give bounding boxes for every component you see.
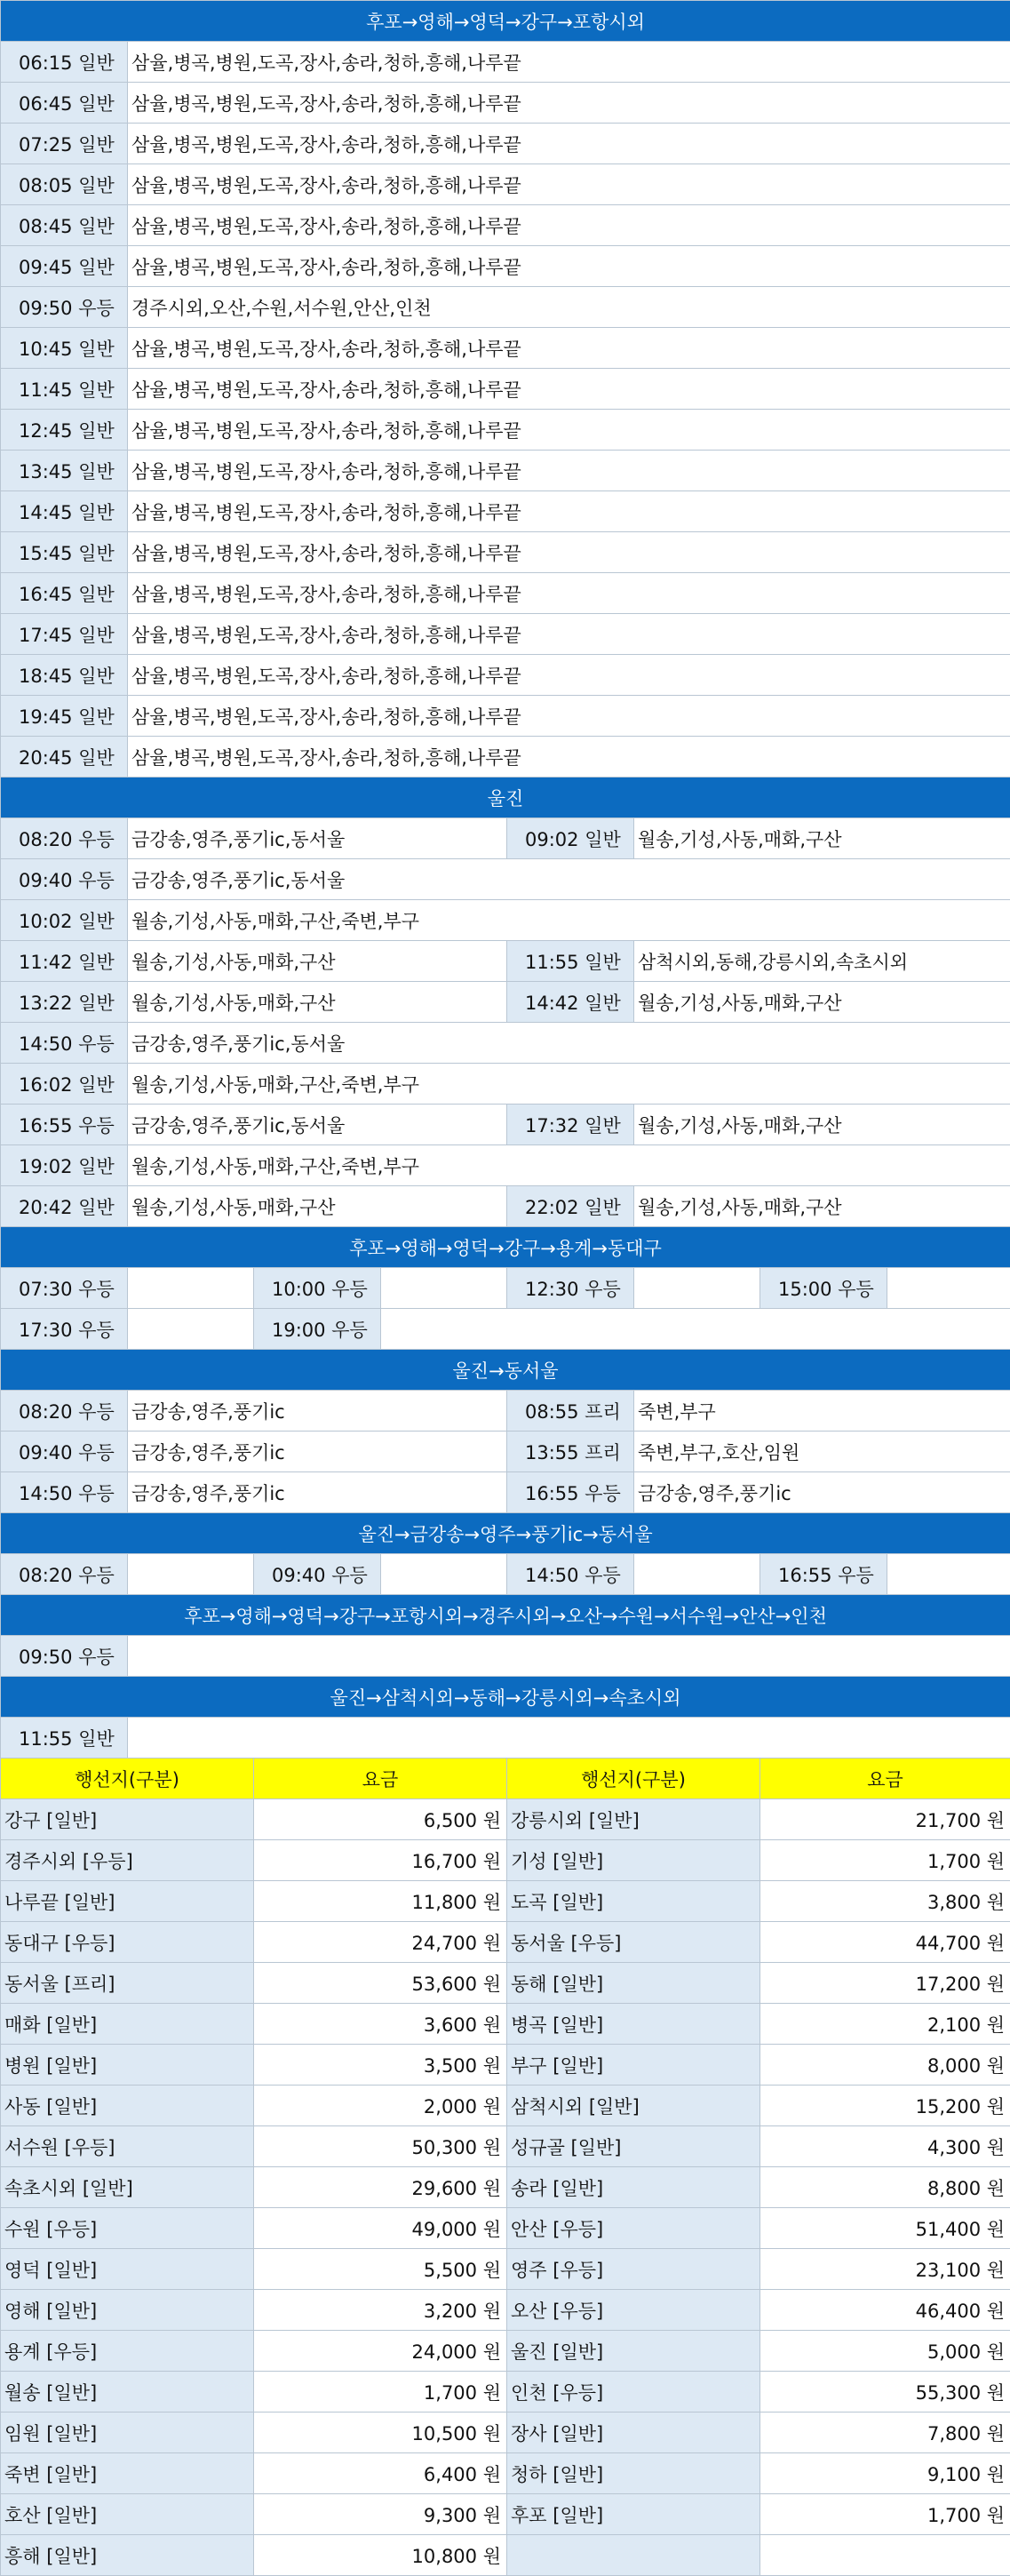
table-row — [1, 982, 1010, 1023]
stops-list: 월송,기성,사동,매화,구산,죽변,부구 — [128, 1145, 1010, 1186]
departure-time: 16:45 일반 — [1, 573, 128, 614]
table-row — [1, 287, 1010, 328]
departure-time: 14:42 일반 — [507, 982, 634, 1023]
fare-destination: 강구 [일반] — [1, 1799, 254, 1840]
table-row — [1, 1064, 1010, 1105]
fare-row — [1, 2249, 1010, 2290]
fare-destination: 영해 [일반] — [1, 2290, 254, 2331]
empty-cell — [128, 1636, 1010, 1677]
fare-row — [1, 2290, 1010, 2331]
section-title: 울진 — [1, 778, 1010, 818]
section-title: 울진→금강송→영주→풍기ic→동서울 — [1, 1513, 1010, 1554]
fare-row — [1, 2535, 1010, 2576]
stops-list: 삼율,병곡,병원,도곡,장사,송라,청하,흥해,나루끝 — [128, 369, 1010, 410]
departure-time: 13:22 일반 — [1, 982, 128, 1023]
fare-destination: 경주시외 [우등] — [1, 1840, 254, 1881]
departure-time: 09:02 일반 — [507, 818, 634, 859]
departure-time: 10:02 일반 — [1, 900, 128, 941]
fare-price: 9,100 원 — [760, 2453, 1010, 2494]
departure-time: 15:00 우등 — [760, 1268, 887, 1309]
empty-cell — [381, 1268, 507, 1309]
section-header-row — [1, 1677, 1010, 1718]
fare-price — [760, 2535, 1010, 2576]
fare-destination: 영덕 [일반] — [1, 2249, 254, 2290]
fare-destination: 동해 [일반] — [507, 1963, 760, 2004]
stops-list: 삼율,병곡,병원,도곡,장사,송라,청하,흥해,나루끝 — [128, 451, 1010, 491]
stops-list: 월송,기성,사동,매화,구산 — [634, 1105, 1010, 1145]
fare-price: 23,100 원 — [760, 2249, 1010, 2290]
fare-row — [1, 1840, 1010, 1881]
fare-destination: 인천 [우등] — [507, 2372, 760, 2413]
table-row — [1, 1309, 1010, 1350]
empty-cell — [381, 1554, 507, 1595]
fare-price: 24,000 원 — [254, 2331, 507, 2372]
departure-time: 14:45 일반 — [1, 491, 128, 532]
table-row — [1, 164, 1010, 205]
fare-destination: 기성 [일반] — [507, 1840, 760, 1881]
stops-list: 금강송,영주,풍기ic — [128, 1432, 507, 1472]
departure-time: 14:50 우등 — [1, 1023, 128, 1064]
fare-price: 15,200 원 — [760, 2086, 1010, 2126]
table-row — [1, 859, 1010, 900]
fare-price: 55,300 원 — [760, 2372, 1010, 2413]
departure-time: 08:55 프리 — [507, 1391, 634, 1432]
fare-price: 9,300 원 — [254, 2494, 507, 2535]
table-row — [1, 818, 1010, 859]
table-row — [1, 1718, 1010, 1759]
fare-destination: 성규골 [일반] — [507, 2126, 760, 2167]
fare-row — [1, 2045, 1010, 2086]
table-row — [1, 410, 1010, 451]
departure-time: 17:32 일반 — [507, 1105, 634, 1145]
fare-destination: 장사 [일반] — [507, 2413, 760, 2453]
fare-row — [1, 2167, 1010, 2208]
departure-time: 20:45 일반 — [1, 737, 128, 778]
fare-destination: 안산 [우등] — [507, 2208, 760, 2249]
section-header-row — [1, 1513, 1010, 1554]
fare-price: 4,300 원 — [760, 2126, 1010, 2167]
stops-list: 삼율,병곡,병원,도곡,장사,송라,청하,흥해,나루끝 — [128, 491, 1010, 532]
table-row — [1, 1023, 1010, 1064]
fare-destination: 월송 [일반] — [1, 2372, 254, 2413]
fare-destination: 호산 [일반] — [1, 2494, 254, 2535]
stops-list: 금강송,영주,풍기ic — [128, 1391, 507, 1432]
departure-time: 07:25 일반 — [1, 124, 128, 164]
section-header-row — [1, 1227, 1010, 1268]
stops-list: 삼율,병곡,병원,도곡,장사,송라,청하,흥해,나루끝 — [128, 328, 1010, 369]
empty-cell — [128, 1554, 254, 1595]
fare-destination: 죽변 [일반] — [1, 2453, 254, 2494]
table-row — [1, 124, 1010, 164]
stops-list: 삼율,병곡,병원,도곡,장사,송라,청하,흥해,나루끝 — [128, 573, 1010, 614]
stops-list: 월송,기성,사동,매화,구산 — [128, 1186, 507, 1227]
stops-list: 삼율,병곡,병원,도곡,장사,송라,청하,흥해,나루끝 — [128, 205, 1010, 246]
stops-list: 죽변,부구,호산,임원 — [634, 1432, 1010, 1472]
stops-list: 월송,기성,사동,매화,구산 — [128, 982, 507, 1023]
departure-time: 08:20 우등 — [1, 1554, 128, 1595]
empty-cell — [128, 1718, 1010, 1759]
fare-price: 17,200 원 — [760, 1963, 1010, 2004]
departure-time: 08:45 일반 — [1, 205, 128, 246]
fare-destination: 수원 [우등] — [1, 2208, 254, 2249]
table-row — [1, 696, 1010, 737]
table-row — [1, 1472, 1010, 1513]
fare-price: 10,500 원 — [254, 2413, 507, 2453]
fare-price: 1,700 원 — [254, 2372, 507, 2413]
stops-list: 월송,기성,사동,매화,구산 — [634, 1186, 1010, 1227]
fare-destination: 삼척시외 [일반] — [507, 2086, 760, 2126]
section-title: 후포→영해→영덕→강구→용계→동대구 — [1, 1227, 1010, 1268]
stops-list: 죽변,부구 — [634, 1391, 1010, 1432]
departure-time: 08:20 우등 — [1, 1391, 128, 1432]
table-row — [1, 573, 1010, 614]
departure-time: 12:30 우등 — [507, 1268, 634, 1309]
fare-destination: 흥해 [일반] — [1, 2535, 254, 2576]
table-row — [1, 369, 1010, 410]
fare-price: 46,400 원 — [760, 2290, 1010, 2331]
departure-time: 17:45 일반 — [1, 614, 128, 655]
table-row — [1, 737, 1010, 778]
empty-cell — [634, 1554, 760, 1595]
stops-list: 월송,기성,사동,매화,구산,죽변,부구 — [128, 900, 1010, 941]
departure-time: 14:50 우등 — [507, 1554, 634, 1595]
fare-row — [1, 2453, 1010, 2494]
fare-price: 3,200 원 — [254, 2290, 507, 2331]
fare-destination: 동서울 [프리] — [1, 1963, 254, 2004]
table-row — [1, 1186, 1010, 1227]
empty-cell — [128, 1309, 254, 1350]
fare-destination: 용계 [우등] — [1, 2331, 254, 2372]
departure-time: 13:55 프리 — [507, 1432, 634, 1472]
stops-list: 경주시외,오산,수원,서수원,안산,인천 — [128, 287, 1010, 328]
table-row — [1, 1432, 1010, 1472]
fare-destination: 영주 [우등] — [507, 2249, 760, 2290]
fare-destination: 청하 [일반] — [507, 2453, 760, 2494]
stops-list: 삼율,병곡,병원,도곡,장사,송라,청하,흥해,나루끝 — [128, 655, 1010, 696]
table-row — [1, 246, 1010, 287]
fare-destination: 도곡 [일반] — [507, 1881, 760, 1922]
table-row — [1, 1268, 1010, 1309]
empty-cell — [381, 1309, 1010, 1350]
fare-price: 50,300 원 — [254, 2126, 507, 2167]
fare-price: 1,700 원 — [760, 2494, 1010, 2535]
table-row — [1, 1636, 1010, 1677]
departure-time: 20:42 일반 — [1, 1186, 128, 1227]
stops-list: 금강송,영주,풍기ic,동서울 — [128, 818, 507, 859]
departure-time: 19:00 우등 — [254, 1309, 381, 1350]
fare-row — [1, 2413, 1010, 2453]
table-row — [1, 1554, 1010, 1595]
departure-time: 16:55 우등 — [760, 1554, 887, 1595]
fare-row — [1, 2331, 1010, 2372]
stops-list: 삼율,병곡,병원,도곡,장사,송라,청하,흥해,나루끝 — [128, 164, 1010, 205]
fare-price: 3,800 원 — [760, 1881, 1010, 1922]
fare-price-header: 요금 — [254, 1759, 507, 1799]
table-row — [1, 655, 1010, 696]
departure-time: 17:30 우등 — [1, 1309, 128, 1350]
fare-price: 7,800 원 — [760, 2413, 1010, 2453]
stops-list: 금강송,영주,풍기ic,동서울 — [128, 1023, 1010, 1064]
departure-time: 06:15 일반 — [1, 42, 128, 83]
fare-destination: 강릉시외 [일반] — [507, 1799, 760, 1840]
departure-time: 11:55 일반 — [507, 941, 634, 982]
empty-cell — [128, 1268, 254, 1309]
fare-destination: 오산 [우등] — [507, 2290, 760, 2331]
fare-price: 44,700 원 — [760, 1922, 1010, 1963]
departure-time: 09:40 우등 — [254, 1554, 381, 1595]
stops-list: 금강송,영주,풍기ic — [634, 1472, 1010, 1513]
stops-list: 삼율,병곡,병원,도곡,장사,송라,청하,흥해,나루끝 — [128, 246, 1010, 287]
stops-list: 삼율,병곡,병원,도곡,장사,송라,청하,흥해,나루끝 — [128, 410, 1010, 451]
table-row — [1, 42, 1010, 83]
departure-time: 08:05 일반 — [1, 164, 128, 205]
fare-row — [1, 2004, 1010, 2045]
fare-destination: 병원 [일반] — [1, 2045, 254, 2086]
fare-destination: 송라 [일반] — [507, 2167, 760, 2208]
table-row — [1, 532, 1010, 573]
fare-row — [1, 1799, 1010, 1840]
stops-list: 금강송,영주,풍기ic,동서울 — [128, 1105, 507, 1145]
fare-price: 5,500 원 — [254, 2249, 507, 2290]
section-title: 후포→영해→영덕→강구→포항시외 — [1, 1, 1010, 42]
empty-cell — [887, 1268, 1010, 1309]
fare-price: 29,600 원 — [254, 2167, 507, 2208]
fare-price: 2,100 원 — [760, 2004, 1010, 2045]
stops-list: 삼율,병곡,병원,도곡,장사,송라,청하,흥해,나루끝 — [128, 83, 1010, 124]
departure-time: 16:55 우등 — [1, 1105, 128, 1145]
departure-time: 10:45 일반 — [1, 328, 128, 369]
fare-price: 3,500 원 — [254, 2045, 507, 2086]
departure-time: 12:45 일반 — [1, 410, 128, 451]
stops-list: 월송,기성,사동,매화,구산 — [634, 818, 1010, 859]
fare-row — [1, 2372, 1010, 2413]
fare-price: 49,000 원 — [254, 2208, 507, 2249]
fare-destination-header: 행선지(구분) — [507, 1759, 760, 1799]
departure-time: 09:45 일반 — [1, 246, 128, 287]
departure-time: 09:50 우등 — [1, 1636, 128, 1677]
fare-destination: 서수원 [우등] — [1, 2126, 254, 2167]
stops-list: 삼척시외,동해,강릉시외,속초시외 — [634, 941, 1010, 982]
departure-time: 11:42 일반 — [1, 941, 128, 982]
fare-row — [1, 2086, 1010, 2126]
stops-list: 월송,기성,사동,매화,구산 — [128, 941, 507, 982]
fare-destination — [507, 2535, 760, 2576]
fare-header-row — [1, 1759, 1010, 1799]
departure-time: 09:50 우등 — [1, 287, 128, 328]
departure-time: 09:40 우등 — [1, 1432, 128, 1472]
stops-list: 삼율,병곡,병원,도곡,장사,송라,청하,흥해,나루끝 — [128, 737, 1010, 778]
empty-cell — [887, 1554, 1010, 1595]
fare-price: 2,000 원 — [254, 2086, 507, 2126]
fare-price: 16,700 원 — [254, 1840, 507, 1881]
section-title: 후포→영해→영덕→강구→포항시외→경주시외→오산→수원→서수원→안산→인천 — [1, 1595, 1010, 1636]
fare-destination: 동대구 [우등] — [1, 1922, 254, 1963]
table-row — [1, 1391, 1010, 1432]
departure-time: 11:45 일반 — [1, 369, 128, 410]
departure-time: 19:45 일반 — [1, 696, 128, 737]
stops-list: 삼율,병곡,병원,도곡,장사,송라,청하,흥해,나루끝 — [128, 124, 1010, 164]
fare-row — [1, 2494, 1010, 2535]
fare-price: 53,600 원 — [254, 1963, 507, 2004]
fare-destination: 속초시외 [일반] — [1, 2167, 254, 2208]
departure-time: 14:50 우등 — [1, 1472, 128, 1513]
fare-price: 8,800 원 — [760, 2167, 1010, 2208]
fare-destination: 동서울 [우등] — [507, 1922, 760, 1963]
fare-price: 21,700 원 — [760, 1799, 1010, 1840]
table-row — [1, 205, 1010, 246]
table-row — [1, 491, 1010, 532]
fare-price: 1,700 원 — [760, 1840, 1010, 1881]
fare-destination: 임원 [일반] — [1, 2413, 254, 2453]
departure-time: 15:45 일반 — [1, 532, 128, 573]
fare-price: 6,400 원 — [254, 2453, 507, 2494]
fare-price: 11,800 원 — [254, 1881, 507, 1922]
fare-price: 3,600 원 — [254, 2004, 507, 2045]
fare-row — [1, 2208, 1010, 2249]
table-row — [1, 941, 1010, 982]
fare-price: 6,500 원 — [254, 1799, 507, 1840]
section-header-row — [1, 1, 1010, 42]
fare-row — [1, 2126, 1010, 2167]
departure-time: 16:55 우등 — [507, 1472, 634, 1513]
stops-list: 삼율,병곡,병원,도곡,장사,송라,청하,흥해,나루끝 — [128, 696, 1010, 737]
fare-price-header: 요금 — [760, 1759, 1010, 1799]
fare-destination: 매화 [일반] — [1, 2004, 254, 2045]
fare-row — [1, 1881, 1010, 1922]
fare-destination: 울진 [일반] — [507, 2331, 760, 2372]
stops-list: 삼율,병곡,병원,도곡,장사,송라,청하,흥해,나루끝 — [128, 42, 1010, 83]
table-row — [1, 614, 1010, 655]
fare-destination: 부구 [일반] — [507, 2045, 760, 2086]
departure-time: 13:45 일반 — [1, 451, 128, 491]
section-header-row — [1, 778, 1010, 818]
departure-time: 11:55 일반 — [1, 1718, 128, 1759]
stops-list: 월송,기성,사동,매화,구산,죽변,부구 — [128, 1064, 1010, 1105]
departure-time: 06:45 일반 — [1, 83, 128, 124]
fare-price: 24,700 원 — [254, 1922, 507, 1963]
fare-destination-header: 행선지(구분) — [1, 1759, 254, 1799]
fare-destination: 병곡 [일반] — [507, 2004, 760, 2045]
departure-time: 10:00 우등 — [254, 1268, 381, 1309]
stops-list: 월송,기성,사동,매화,구산 — [634, 982, 1010, 1023]
table-row — [1, 900, 1010, 941]
fare-row — [1, 1963, 1010, 2004]
table-row — [1, 1105, 1010, 1145]
fare-destination: 나루끝 [일반] — [1, 1881, 254, 1922]
fare-price: 10,800 원 — [254, 2535, 507, 2576]
departure-time: 09:40 우등 — [1, 859, 128, 900]
section-title: 울진→삼척시외→동해→강릉시외→속초시외 — [1, 1677, 1010, 1718]
departure-time: 22:02 일반 — [507, 1186, 634, 1227]
fare-destination: 사동 [일반] — [1, 2086, 254, 2126]
table-row — [1, 83, 1010, 124]
fare-row — [1, 1922, 1010, 1963]
departure-time: 08:20 우등 — [1, 818, 128, 859]
table-row — [1, 328, 1010, 369]
departure-time: 07:30 우등 — [1, 1268, 128, 1309]
empty-cell — [634, 1268, 760, 1309]
fare-price: 5,000 원 — [760, 2331, 1010, 2372]
departure-time: 19:02 일반 — [1, 1145, 128, 1186]
stops-list: 금강송,영주,풍기ic — [128, 1472, 507, 1513]
stops-list: 삼율,병곡,병원,도곡,장사,송라,청하,흥해,나루끝 — [128, 532, 1010, 573]
stops-list: 금강송,영주,풍기ic,동서울 — [128, 859, 1010, 900]
departure-time: 16:02 일반 — [1, 1064, 128, 1105]
table-row — [1, 1145, 1010, 1186]
section-header-row — [1, 1595, 1010, 1636]
table-row — [1, 451, 1010, 491]
departure-time: 18:45 일반 — [1, 655, 128, 696]
section-header-row — [1, 1350, 1010, 1391]
section-title: 울진→동서울 — [1, 1350, 1010, 1391]
fare-price: 51,400 원 — [760, 2208, 1010, 2249]
fare-price: 8,000 원 — [760, 2045, 1010, 2086]
fare-destination: 후포 [일반] — [507, 2494, 760, 2535]
stops-list: 삼율,병곡,병원,도곡,장사,송라,청하,흥해,나루끝 — [128, 614, 1010, 655]
